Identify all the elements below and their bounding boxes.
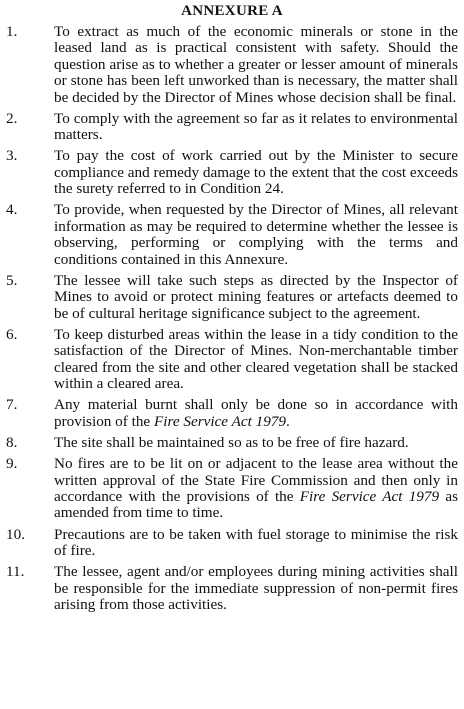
clause-item xyxy=(6,273,458,322)
act-citation: Fire Service Act 1979 xyxy=(299,487,440,505)
clause-number: 5. xyxy=(6,271,18,289)
clause-item xyxy=(6,397,458,430)
clause-text-segment: Precautions are to be taken with fuel storage to minimise the risk of fire. xyxy=(54,525,458,559)
clause-text xyxy=(54,527,458,560)
clause-number: 9. xyxy=(6,455,18,473)
clause-item xyxy=(6,202,458,268)
clause-number: 11. xyxy=(6,563,25,581)
clause-item xyxy=(6,527,458,560)
clause-text-segment: To provide, when requested by the Director of Mines, all relevant information as may be required to determine whether the lessee is observing, performing or complying with the terms and conditions contained in this Annexure. xyxy=(54,201,458,268)
clause-item xyxy=(6,564,458,613)
clause-number: 2. xyxy=(6,109,18,127)
clause-item xyxy=(6,456,458,522)
clause-text xyxy=(54,327,458,393)
clause-number: 7. xyxy=(6,396,18,414)
clause-text-segment: . xyxy=(286,412,290,430)
clause-number: 1. xyxy=(6,23,18,40)
clause-text-segment: The lessee, agent and/or employees during mining activities shall be responsible for the immediate suppression of non-permit fires arising from those activities. xyxy=(54,563,458,613)
clause-text-segment: The lessee will take such steps as directed by the Inspector of Mines to avoid or protect mining features or artefacts deemed to be of cultural heritage significance subject to the agreement. xyxy=(54,271,458,322)
act-citation: Fire Service Act 1979 xyxy=(153,412,286,430)
clause-text-segment: The site shall be maintained so as to be free of fire hazard. xyxy=(54,433,409,451)
clause-text xyxy=(54,273,458,322)
clause-number: 3. xyxy=(6,147,18,165)
clause-text-segment: To extract as much of the economic minerals or stone in the leased land as is practical consistent with safety. Should the question arise as to whether a greater or lesser amount of minerals or stone has been left unworked than is necessary, the matter shall be decided by the Director of Mines whose decision shall be final. xyxy=(54,23,458,106)
clause-list xyxy=(6,24,458,613)
clause-number: 4. xyxy=(6,201,18,219)
clause-number: 6. xyxy=(6,325,18,343)
clause-item xyxy=(6,435,458,451)
clause-item xyxy=(6,327,458,393)
clause-text xyxy=(54,111,458,144)
document-title: ANNEXURE A xyxy=(181,3,283,19)
clause-item xyxy=(6,24,458,106)
clause-text-segment: To keep disturbed areas within the lease in a tidy condition to the satisfaction of the Director of Mines. Non-merchantable timber cleared from the site and other cleared vegetation shall be stacked within a cleared area. xyxy=(54,325,458,393)
clause-text-segment: as amended from time to time. xyxy=(54,487,458,522)
clause-number: 8. xyxy=(6,433,18,451)
clause-text xyxy=(54,435,458,451)
clause-text xyxy=(54,564,458,613)
clause-text-segment: No fires are to be lit on or adjacent to the lease area without the written approval of the State Fire Commission and then only in accordance with the provisions of the xyxy=(54,455,458,505)
clause-text xyxy=(54,456,458,522)
clause-text-segment: To pay the cost of work carried out by the Minister to secure compliance and remedy damage to the extent that the cost exceeds the surety referred to in Condition 24. xyxy=(54,147,458,198)
clause-text xyxy=(54,148,458,197)
clause-text xyxy=(54,202,458,268)
clause-item xyxy=(6,148,458,197)
clause-item xyxy=(6,111,458,144)
clause-number: 10. xyxy=(6,525,25,543)
clause-text xyxy=(54,397,458,430)
clause-text-segment: To comply with the agreement so far as it relates to environmental matters. xyxy=(54,109,458,144)
clause-text-segment: Any material burnt shall only be done so in accordance with provision of the xyxy=(54,396,458,430)
clause-text xyxy=(54,24,458,106)
